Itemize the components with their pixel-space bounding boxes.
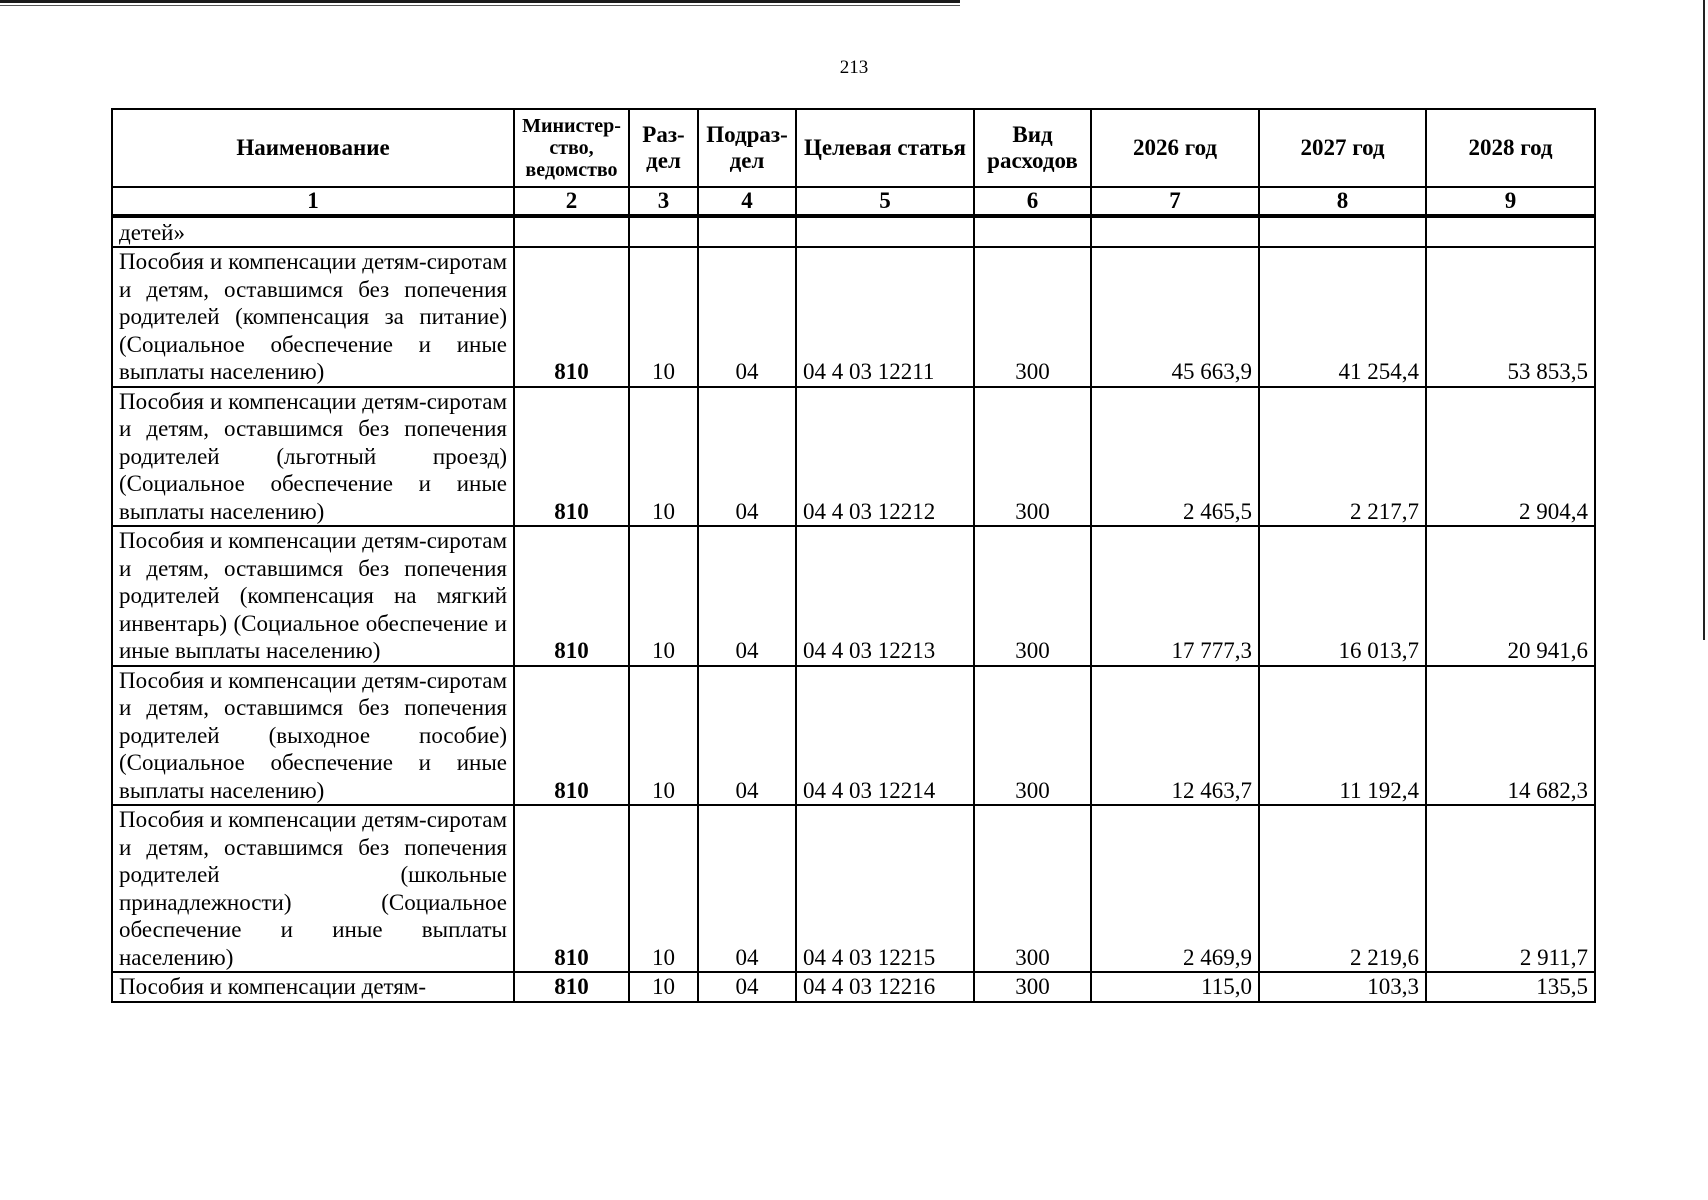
row-subsection: 04	[698, 526, 796, 666]
row-expense-type: 300	[974, 247, 1091, 387]
row-expense-type: 300	[974, 972, 1091, 1002]
row-2028: 2 911,7	[1426, 805, 1595, 972]
row-2028: 20 941,6	[1426, 526, 1595, 666]
table-row	[112, 805, 1595, 972]
header-section: Раз-дел	[629, 109, 698, 187]
scan-edge-line-thin	[0, 5, 960, 6]
row-subsection: 04	[698, 247, 796, 387]
row-name: Пособия и компенсации детям-	[112, 972, 514, 1002]
row-target: 04 4 03 12214	[796, 666, 974, 806]
page-number: 213	[839, 57, 869, 78]
budget-table	[111, 108, 1596, 1003]
table-row	[112, 247, 1595, 387]
column-number: 6	[974, 187, 1091, 216]
row-2026: 17 777,3	[1091, 526, 1259, 666]
continuation-row	[112, 216, 1595, 247]
header-name: Наименование	[112, 109, 514, 187]
continuation-text: детей»	[112, 216, 514, 247]
header-2028: 2028 год	[1426, 109, 1595, 187]
row-name: Пособия и компенсации детям-сиротам и детям, оставшимся без попечения родителей (компенсация за питание) (Социальное обеспечение и иные выплаты населению)	[112, 247, 514, 387]
column-number: 1	[112, 187, 514, 216]
row-target: 04 4 03 12211	[796, 247, 974, 387]
row-section: 10	[629, 666, 698, 806]
row-2027: 16 013,7	[1259, 526, 1426, 666]
row-2026: 2 465,5	[1091, 387, 1259, 527]
row-expense-type: 300	[974, 666, 1091, 806]
row-2028: 14 682,3	[1426, 666, 1595, 806]
row-ministry: 810	[514, 247, 629, 387]
header-2027: 2027 год	[1259, 109, 1426, 187]
row-ministry: 810	[514, 805, 629, 972]
row-2027: 2 219,6	[1259, 805, 1426, 972]
column-number: 2	[514, 187, 629, 216]
row-name: Пособия и компенсации детям-сиротам и детям, оставшимся без попечения родителей (компенсация на мягкий инвентарь) (Социальное обеспечение и иные выплаты населению)	[112, 526, 514, 666]
table-row	[112, 526, 1595, 666]
row-2026: 12 463,7	[1091, 666, 1259, 806]
row-section: 10	[629, 526, 698, 666]
row-2028: 135,5	[1426, 972, 1595, 1002]
row-name: Пособия и компенсации детям-сиротам и детям, оставшимся без попечения родителей (льготный проезд) (Социальное обеспечение и иные выплаты населению)	[112, 387, 514, 527]
row-ministry: 810	[514, 972, 629, 1002]
column-number: 3	[629, 187, 698, 216]
table-row	[112, 387, 1595, 527]
row-section: 10	[629, 247, 698, 387]
row-subsection: 04	[698, 387, 796, 527]
row-target: 04 4 03 12216	[796, 972, 974, 1002]
header-2026: 2026 год	[1091, 109, 1259, 187]
row-subsection: 04	[698, 805, 796, 972]
column-number: 5	[796, 187, 974, 216]
row-target: 04 4 03 12213	[796, 526, 974, 666]
row-name: Пособия и компенсации детям-сиротам и детям, оставшимся без попечения родителей (выходное пособие) (Социальное обеспечение и иные выплаты населению)	[112, 666, 514, 806]
row-2027: 103,3	[1259, 972, 1426, 1002]
header-expense-type: Вид расходов	[974, 109, 1091, 187]
scan-edge-line	[0, 0, 960, 3]
row-2027: 2 217,7	[1259, 387, 1426, 527]
row-target: 04 4 03 12215	[796, 805, 974, 972]
header-ministry: Министер-ство, ведомство	[514, 109, 629, 187]
row-2027: 41 254,4	[1259, 247, 1426, 387]
row-ministry: 810	[514, 387, 629, 527]
column-number: 8	[1259, 187, 1426, 216]
row-expense-type: 300	[974, 387, 1091, 527]
row-2026: 2 469,9	[1091, 805, 1259, 972]
column-number-row	[112, 187, 1595, 216]
row-expense-type: 300	[974, 805, 1091, 972]
header-row	[112, 109, 1595, 187]
header-subsection: Подраз-дел	[698, 109, 796, 187]
row-2026: 45 663,9	[1091, 247, 1259, 387]
row-expense-type: 300	[974, 526, 1091, 666]
row-target: 04 4 03 12212	[796, 387, 974, 527]
row-subsection: 04	[698, 666, 796, 806]
row-2026: 115,0	[1091, 972, 1259, 1002]
row-name: Пособия и компенсации детям-сиротам и детям, оставшимся без попечения родителей (школьные принадлежности) (Социальное обеспечение и иные выплаты населению)	[112, 805, 514, 972]
row-section: 10	[629, 387, 698, 527]
column-number: 7	[1091, 187, 1259, 216]
table-row	[112, 666, 1595, 806]
table-row	[112, 972, 1595, 1002]
row-2028: 2 904,4	[1426, 387, 1595, 527]
row-2028: 53 853,5	[1426, 247, 1595, 387]
column-number: 9	[1426, 187, 1595, 216]
row-subsection: 04	[698, 972, 796, 1002]
row-2027: 11 192,4	[1259, 666, 1426, 806]
scan-edge-line-right	[1703, 0, 1705, 640]
row-section: 10	[629, 805, 698, 972]
row-section: 10	[629, 972, 698, 1002]
column-number: 4	[698, 187, 796, 216]
row-ministry: 810	[514, 666, 629, 806]
header-target: Целевая статья	[796, 109, 974, 187]
row-ministry: 810	[514, 526, 629, 666]
